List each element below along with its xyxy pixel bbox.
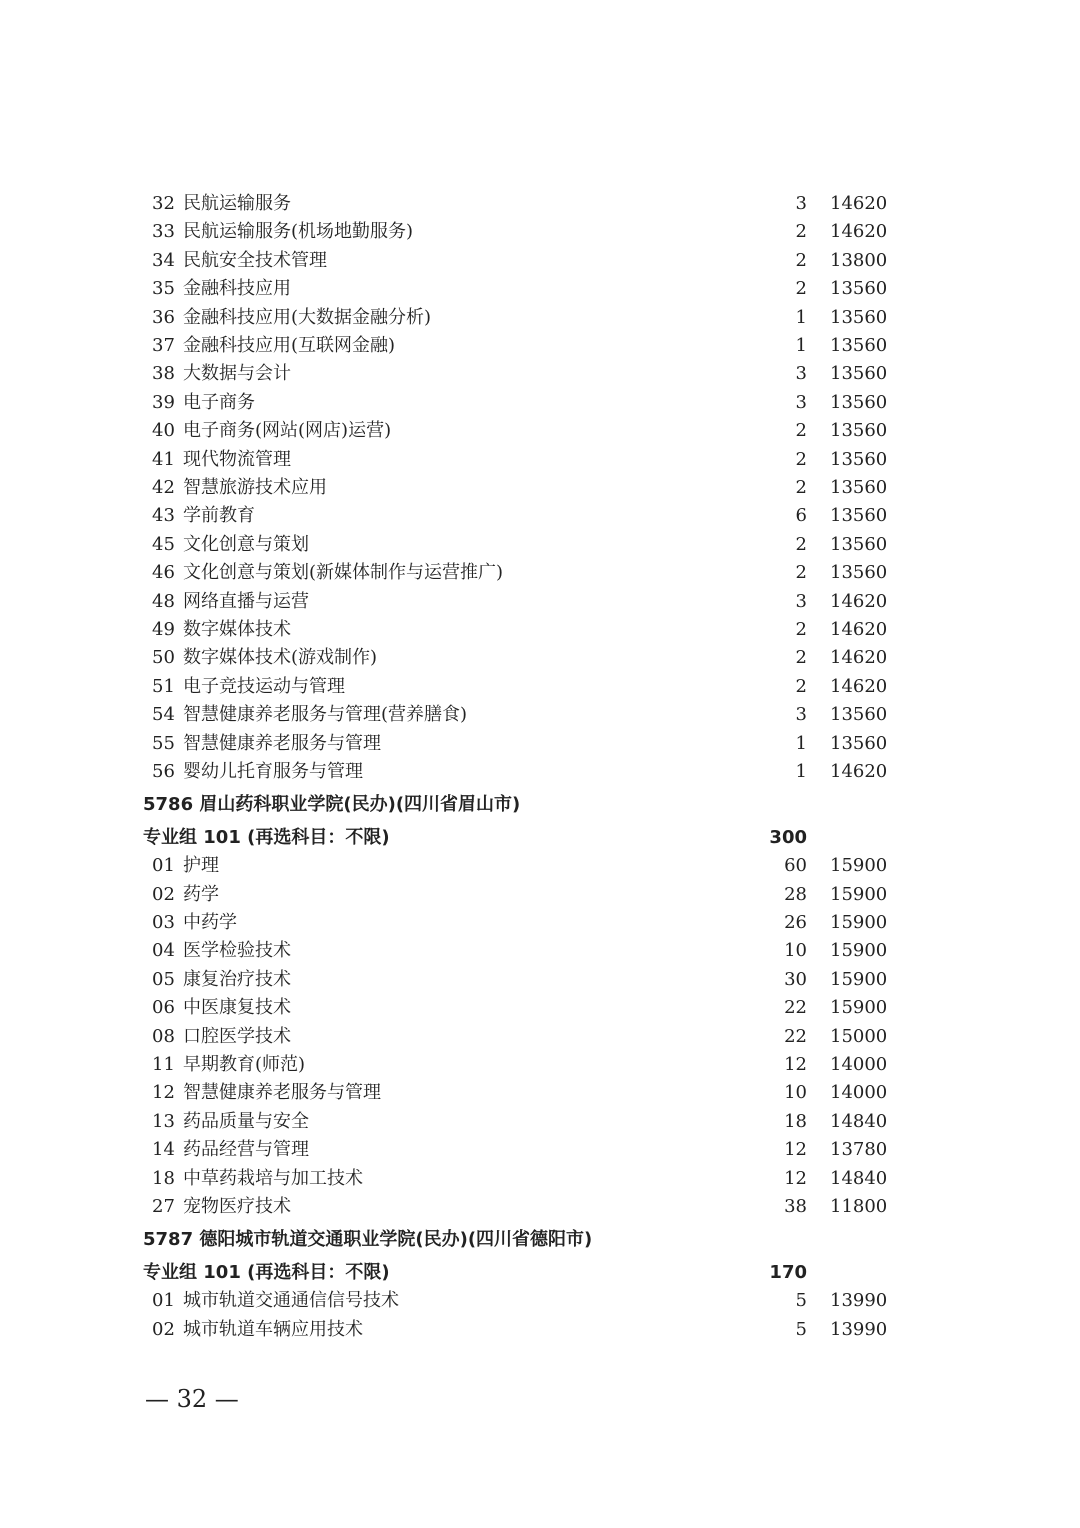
major-fee: 14620 [830, 675, 888, 697]
major-row [0, 881, 1080, 909]
major-group-count: 300 [769, 826, 807, 848]
major-row [0, 616, 1080, 644]
major-fee: 14620 [830, 590, 888, 612]
major-count: 2 [795, 221, 807, 243]
major-fee: 13560 [830, 732, 888, 754]
major-row [0, 644, 1080, 672]
major-code: 48 [152, 590, 175, 612]
major-code: 01 [152, 855, 175, 877]
major-fee: 15000 [830, 1025, 888, 1047]
major-count: 3 [795, 704, 807, 726]
major-count: 2 [795, 562, 807, 584]
major-row [0, 1165, 1080, 1193]
major-name: 民航安全技术管理 [183, 249, 327, 271]
major-code: 13 [152, 1110, 175, 1132]
major-count: 5 [795, 1290, 807, 1312]
major-code: 02 [152, 883, 175, 905]
major-code: 32 [152, 193, 175, 214]
major-code: 38 [152, 363, 175, 385]
major-code: 08 [152, 1025, 175, 1047]
major-fee: 11800 [830, 1196, 888, 1217]
major-code: 45 [152, 533, 175, 555]
major-row [0, 1023, 1080, 1051]
major-count: 2 [795, 647, 807, 669]
major-code: 54 [152, 704, 175, 726]
major-fee: 13560 [830, 391, 888, 413]
major-code: 27 [152, 1196, 175, 1217]
major-code: 50 [152, 647, 175, 669]
major-count: 22 [784, 1025, 807, 1047]
major-name: 智慧健康养老服务与管理(营养膳食) [183, 704, 468, 726]
major-fee: 14840 [830, 1167, 888, 1189]
major-row [0, 937, 1080, 965]
major-name: 民航运输服务 [183, 193, 291, 214]
major-row [0, 218, 1080, 246]
major-code: 55 [152, 732, 175, 754]
major-row [0, 1108, 1080, 1136]
major-count: 2 [795, 533, 807, 555]
major-name: 中医康复技术 [183, 997, 291, 1019]
major-code: 41 [152, 448, 175, 470]
major-row [0, 966, 1080, 994]
major-row [0, 474, 1080, 502]
major-count: 3 [795, 193, 807, 214]
major-code: 34 [152, 249, 175, 271]
major-code: 03 [152, 912, 175, 933]
major-count: 38 [784, 1196, 807, 1217]
major-fee: 15900 [830, 997, 888, 1019]
major-row [0, 559, 1080, 587]
major-group-count: 170 [769, 1261, 807, 1283]
major-count: 6 [795, 505, 807, 527]
major-row [0, 1193, 1080, 1221]
major-fee: 15900 [830, 855, 888, 877]
major-fee: 13560 [830, 505, 888, 527]
major-count: 2 [795, 420, 807, 442]
major-count: 1 [795, 306, 807, 328]
major-count: 2 [795, 278, 807, 300]
major-name: 数字媒体技术(游戏制作) [183, 647, 378, 669]
school-heading: 5787 德阳城市轨道交通职业学院(民办)(四川省德阳市) [143, 1229, 593, 1251]
major-count: 26 [784, 912, 807, 933]
major-row [0, 446, 1080, 474]
major-fee: 14620 [830, 193, 888, 214]
major-count: 2 [795, 477, 807, 498]
major-row [0, 531, 1080, 559]
major-count: 2 [795, 619, 807, 640]
major-row [0, 1136, 1080, 1164]
major-name: 学前教育 [183, 505, 255, 527]
major-fee: 13560 [830, 278, 888, 300]
major-name: 智慧旅游技术应用 [183, 477, 327, 498]
major-row [0, 417, 1080, 445]
major-fee: 13560 [830, 363, 888, 385]
major-name: 康复治疗技术 [183, 968, 291, 990]
major-count: 10 [784, 940, 807, 962]
major-name: 口腔医学技术 [183, 1025, 291, 1047]
major-name: 金融科技应用(大数据金融分析) [183, 306, 432, 328]
major-fee: 14620 [830, 619, 888, 640]
page-number: — 32 — [145, 1385, 239, 1413]
major-code: 02 [152, 1318, 175, 1340]
major-name: 护理 [183, 855, 219, 877]
major-fee: 15900 [830, 883, 888, 905]
major-fee: 13800 [830, 249, 888, 271]
major-count: 3 [795, 590, 807, 612]
major-fee: 13560 [830, 335, 888, 356]
major-row [0, 389, 1080, 417]
major-code: 40 [152, 420, 175, 442]
major-count: 30 [784, 968, 807, 990]
major-fee: 13560 [830, 704, 888, 726]
major-code: 56 [152, 761, 175, 782]
major-count: 1 [795, 761, 807, 782]
major-count: 28 [784, 883, 807, 905]
major-name: 宠物医疗技术 [183, 1196, 291, 1217]
major-fee: 13990 [830, 1290, 888, 1312]
major-fee: 14000 [830, 1082, 888, 1104]
major-name: 文化创意与策划 [183, 533, 309, 555]
major-name: 智慧健康养老服务与管理 [183, 1082, 381, 1104]
major-name: 早期教育(师范) [183, 1054, 306, 1075]
major-code: 04 [152, 940, 175, 962]
major-code: 49 [152, 619, 175, 640]
major-code: 11 [152, 1054, 175, 1075]
major-code: 14 [152, 1139, 175, 1161]
major-name: 婴幼儿托育服务与管理 [183, 761, 363, 782]
major-count: 2 [795, 249, 807, 271]
major-code: 51 [152, 675, 175, 697]
major-name: 药品经营与管理 [183, 1139, 309, 1161]
major-code: 05 [152, 968, 175, 990]
major-count: 12 [784, 1167, 807, 1189]
major-code: 37 [152, 335, 175, 356]
major-row [0, 701, 1080, 729]
major-fee: 13990 [830, 1318, 888, 1340]
major-row [0, 588, 1080, 616]
major-group-row [0, 824, 1080, 852]
major-count: 18 [784, 1110, 807, 1132]
major-code: 35 [152, 278, 175, 300]
major-name: 中草药栽培与加工技术 [183, 1167, 363, 1189]
major-name: 医学检验技术 [183, 940, 291, 962]
major-row [0, 190, 1080, 218]
major-fee: 15900 [830, 968, 888, 990]
major-fee: 15900 [830, 912, 888, 933]
major-name: 民航运输服务(机场地勤服务) [183, 221, 414, 243]
major-name: 药学 [183, 883, 219, 905]
major-fee: 15900 [830, 940, 888, 962]
major-count: 10 [784, 1082, 807, 1104]
major-code: 06 [152, 997, 175, 1019]
major-row [0, 1287, 1080, 1315]
major-fee: 13560 [830, 533, 888, 555]
major-count: 3 [795, 363, 807, 385]
major-code: 33 [152, 221, 175, 243]
school-heading: 5786 眉山药科职业学院(民办)(四川省眉山市) [143, 794, 521, 816]
major-name: 金融科技应用(互联网金融) [183, 335, 396, 356]
major-code: 39 [152, 391, 175, 413]
major-fee: 13560 [830, 477, 888, 498]
major-group-label: 专业组 101 (再选科目：不限) [143, 826, 390, 848]
major-name: 电子商务(网站(网店)运营) [183, 420, 392, 442]
major-fee: 13560 [830, 306, 888, 328]
major-row [0, 360, 1080, 388]
major-name: 文化创意与策划(新媒体制作与运营推广) [183, 562, 504, 584]
major-code: 18 [152, 1167, 175, 1189]
major-name: 药品质量与安全 [183, 1110, 309, 1132]
major-count: 3 [795, 391, 807, 413]
major-name: 中药学 [183, 912, 237, 933]
major-name: 电子商务 [183, 391, 255, 413]
major-count: 1 [795, 732, 807, 754]
major-count: 22 [784, 997, 807, 1019]
major-name: 电子竞技运动与管理 [183, 675, 345, 697]
major-code: 36 [152, 306, 175, 328]
major-group-label: 专业组 101 (再选科目：不限) [143, 1261, 390, 1283]
major-code: 46 [152, 562, 175, 584]
major-fee: 13560 [830, 420, 888, 442]
major-row [0, 758, 1080, 786]
major-fee: 13780 [830, 1139, 888, 1161]
major-row [0, 909, 1080, 937]
major-code: 42 [152, 477, 175, 498]
major-group-row [0, 1259, 1080, 1287]
major-count: 2 [795, 448, 807, 470]
major-fee: 13560 [830, 562, 888, 584]
major-fee: 14620 [830, 221, 888, 243]
major-row [0, 502, 1080, 530]
major-name: 城市轨道车辆应用技术 [183, 1318, 363, 1340]
major-fee: 14000 [830, 1054, 888, 1075]
major-code: 01 [152, 1290, 175, 1312]
major-count: 5 [795, 1318, 807, 1340]
major-count: 12 [784, 1054, 807, 1075]
major-code: 43 [152, 505, 175, 527]
major-row [0, 673, 1080, 701]
major-row [0, 1079, 1080, 1107]
major-count: 12 [784, 1139, 807, 1161]
major-row [0, 852, 1080, 880]
major-fee: 14620 [830, 761, 888, 782]
major-count: 1 [795, 335, 807, 356]
major-row [0, 247, 1080, 275]
major-row [0, 1316, 1080, 1344]
major-name: 网络直播与运营 [183, 590, 309, 612]
major-row [0, 304, 1080, 332]
major-name: 数字媒体技术 [183, 619, 291, 640]
major-row [0, 1051, 1080, 1079]
major-name: 智慧健康养老服务与管理 [183, 732, 381, 754]
major-count: 60 [784, 855, 807, 877]
major-fee: 13560 [830, 448, 888, 470]
major-name: 城市轨道交通通信信号技术 [183, 1290, 399, 1312]
major-row [0, 275, 1080, 303]
major-row [0, 332, 1080, 360]
major-name: 金融科技应用 [183, 278, 291, 300]
major-fee: 14620 [830, 647, 888, 669]
major-name: 现代物流管理 [183, 448, 291, 470]
major-count: 2 [795, 675, 807, 697]
major-row [0, 730, 1080, 758]
major-name: 大数据与会计 [183, 363, 291, 385]
major-code: 12 [152, 1082, 175, 1104]
major-fee: 14840 [830, 1110, 888, 1132]
major-row [0, 994, 1080, 1022]
